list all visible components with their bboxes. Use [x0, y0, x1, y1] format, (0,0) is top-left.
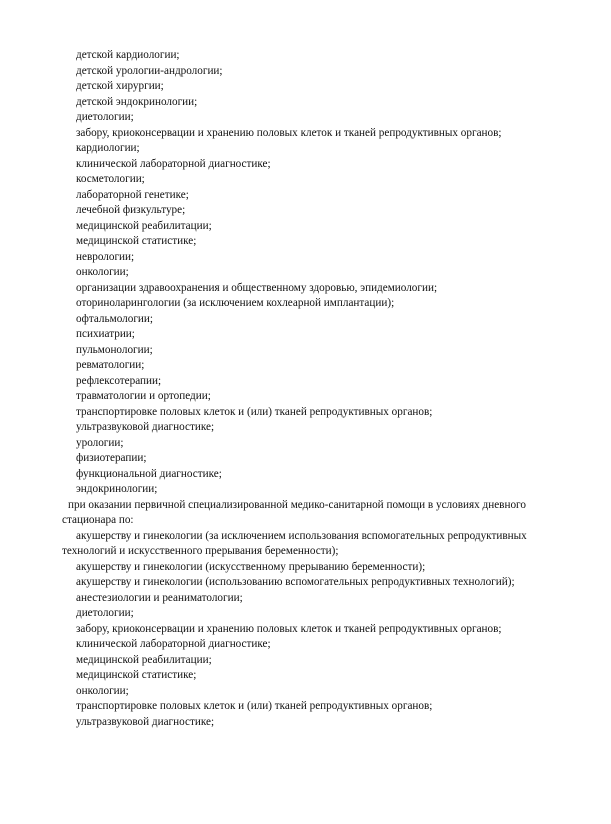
list-item: детской кардиологии; — [76, 49, 180, 61]
list-item: детской хирургии; — [76, 80, 164, 92]
list-item: клинической лабораторной диагностике; — [76, 157, 271, 170]
list-item: медицинской статистике; — [76, 235, 197, 247]
list-item: онкологии; — [76, 266, 129, 278]
list-item: транспортировке половых клеток и (или) тканей репродуктивных органов; — [76, 700, 433, 712]
list-item: ревматологии; — [76, 359, 145, 371]
list-item: медицинской реабилитации; — [76, 219, 212, 232]
list-item: диетологии; — [76, 607, 134, 619]
list-item: урологии; — [76, 436, 124, 449]
list-item: физиотерапии; — [76, 452, 147, 464]
list-item: забору, криоконсервации и хранению половых клеток и тканей репродуктивных органов; — [76, 126, 502, 139]
list-item: травматологии и ортопедии; — [76, 390, 211, 402]
list-item-continuation: технологий и искусственного прерывания беременности); — [62, 545, 339, 557]
list-item: транспортировке половых клеток и (или) тканей репродуктивных органов; — [76, 405, 433, 418]
section-heading-line: при оказании первичной специализированной медико-санитарной помощи в условиях дневного — [68, 498, 526, 511]
list-item: неврологии; — [76, 250, 135, 263]
list-item: детской урологии-андрологии; — [76, 64, 223, 77]
list-item: диетологии; — [76, 111, 134, 123]
list-item: лечебной физкультуре; — [76, 204, 186, 216]
list-item: акушерству и гинекологии (использованию вспомогательных репродуктивных технологий); — [76, 576, 515, 588]
list-item: акушерству и гинекологии (за исключением использования вспомогательных репродуктивных — [76, 529, 527, 542]
list-item: клинической лабораторной диагностике; — [76, 638, 271, 650]
list-item: анестезиологии и реаниматологии; — [76, 591, 243, 604]
list-item: медицинской статистике; — [76, 669, 197, 681]
list-item: онкологии; — [76, 684, 129, 697]
list-item: пульмонологии; — [76, 343, 153, 356]
list-item: рефлексотерапии; — [76, 374, 162, 387]
list-item: организации здравоохранения и общественному здоровью, эпидемиологии; — [76, 281, 438, 294]
list-item: эндокринологии; — [76, 483, 158, 495]
list-item: косметологии; — [76, 173, 145, 185]
list-item: офтальмологии; — [76, 312, 153, 325]
list-item: лабораторной генетике; — [76, 188, 189, 201]
list-item: ультразвуковой диагностике; — [76, 715, 215, 728]
section-heading-line: стационара по: — [62, 514, 134, 526]
list-item: акушерству и гинекологии (искусственному прерыванию беременности); — [76, 560, 426, 573]
list-item: забору, криоконсервации и хранению половых клеток и тканей репродуктивных органов; — [76, 622, 502, 635]
list-item: медицинской реабилитации; — [76, 653, 212, 666]
list-item: оториноларингологии (за исключением кохлеарной имплантации); — [76, 297, 395, 309]
list-item: функциональной диагностике; — [76, 467, 222, 480]
list-item: психиатрии; — [76, 328, 135, 340]
list-item: детской эндокринологии; — [76, 95, 198, 108]
list-item: кардиологии; — [76, 142, 140, 154]
list-item: ультразвуковой диагностике; — [76, 421, 215, 433]
